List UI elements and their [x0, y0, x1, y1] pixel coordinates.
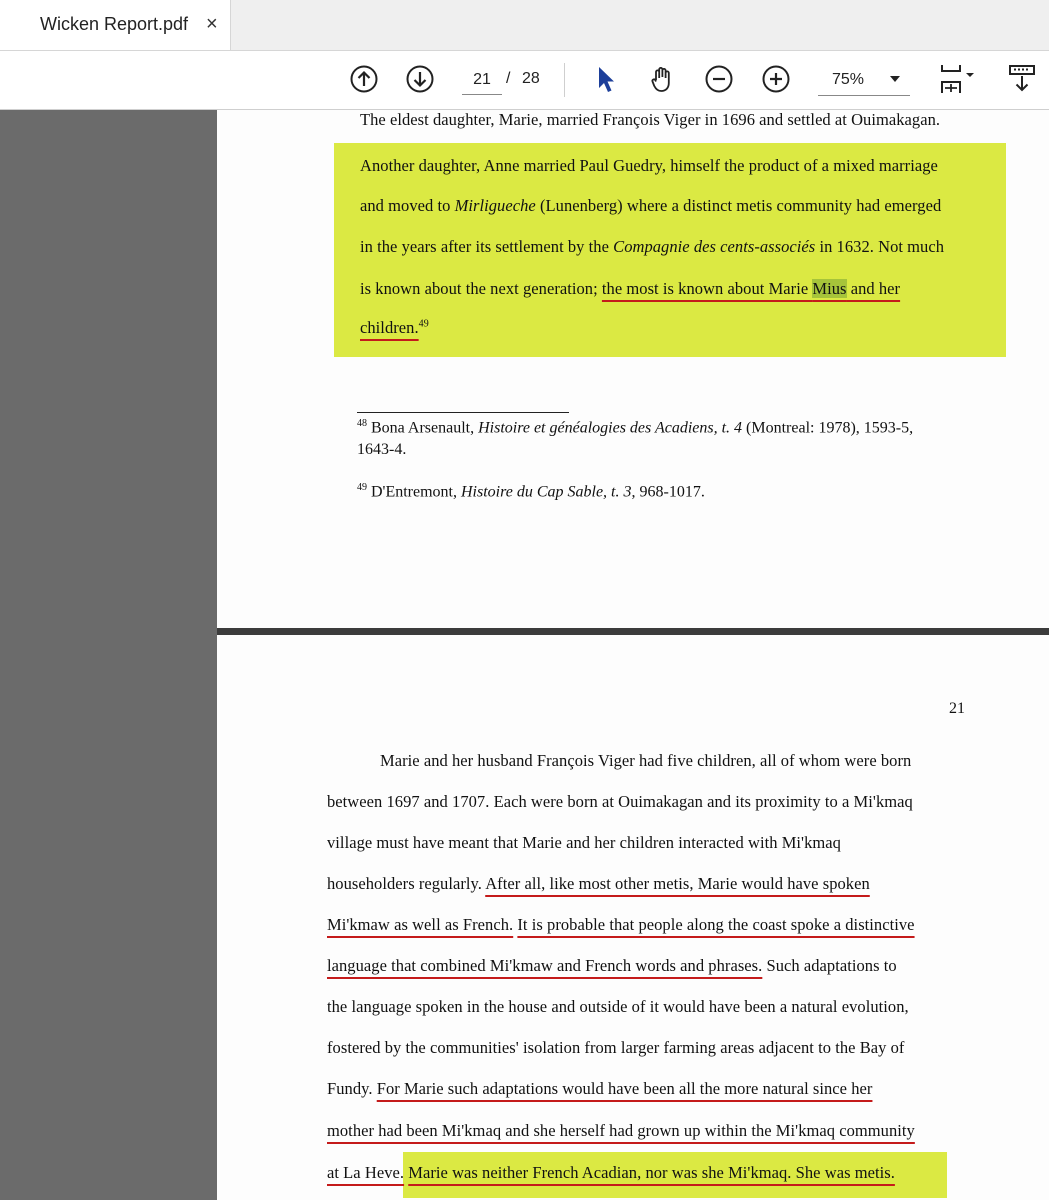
underline-annotation[interactable]: children.	[360, 318, 419, 337]
bleed-through-text	[227, 295, 231, 312]
tab-bar	[0, 0, 1049, 51]
footnote-rule	[357, 412, 569, 413]
text-line: Marie and her husband François Viger had five children, all of whom were born	[380, 751, 912, 770]
page-number-input[interactable]	[462, 66, 502, 95]
underline-annotation[interactable]: Marie was neither French Acadian, nor was she Mi'kmaq. She was metis.	[408, 1163, 895, 1182]
fit-page-icon	[936, 62, 980, 96]
hand-icon	[647, 64, 677, 94]
text-line: Another daughter, Anne married Paul Guedry, himself the product of a mixed marriage	[360, 156, 938, 175]
tab-wicken-report[interactable]	[0, 0, 231, 50]
underline-annotation[interactable]: Mi'kmaw as well as French.	[327, 915, 514, 934]
text-line: in the years after its settlement by the Compagnie des cents-associés in 1632. Not much	[360, 237, 945, 256]
text-line: householders regularly. After all, like most other metis, Marie would have spoken	[327, 874, 870, 893]
text-line: and moved to Mirligueche (Lunenberg) where a distinct metis community had emerged	[360, 196, 942, 215]
pdf-page-21	[217, 635, 1049, 1200]
zoom-out-button[interactable]	[701, 61, 737, 97]
fit-page-button[interactable]	[934, 61, 982, 97]
page-number: 21	[949, 700, 965, 717]
underline-annotation[interactable]: the most is known about Marie Mius and her	[601, 279, 901, 298]
close-icon[interactable]: ×	[206, 13, 218, 35]
pdf-toolbar	[0, 51, 1049, 110]
text-line: is known about the next generation; the most is known about Marie Mius and her	[360, 279, 901, 298]
text-line	[327, 915, 915, 935]
arrow-down-circle-icon	[405, 64, 435, 94]
underline-annotation[interactable]: mother had been Mi'kmaq and she herself had grown up within the Mi'kmaq community	[327, 1121, 915, 1140]
page-separator: /	[506, 70, 511, 87]
underline-annotation[interactable]: For Marie such adaptations would have been all the more natural since her	[376, 1079, 873, 1098]
next-page-button[interactable]	[402, 61, 438, 97]
text-line	[327, 1163, 895, 1183]
zoom-in-button[interactable]	[758, 61, 794, 97]
arrow-up-circle-icon	[349, 64, 379, 94]
underline-annotation[interactable]: It is probable that people along the coast spoke a distinctive	[517, 915, 915, 934]
pdf-page-20	[217, 110, 1049, 628]
page-separator-bar	[217, 628, 1049, 635]
download-button[interactable]	[1004, 61, 1040, 97]
text-line: Fundy. For Marie such adaptations would have been all the more natural since her	[327, 1079, 873, 1098]
text-line: The eldest daughter, Marie, married François Viger in 1696 and settled at Ouimakagan.	[360, 110, 941, 129]
zoom-in-icon	[761, 64, 791, 94]
total-pages: 28	[522, 70, 540, 87]
underline-annotation[interactable]: After all, like most other metis, Marie would have spoken	[485, 874, 870, 893]
text-line: the language spoken in the house and outside of it would have been a natural evolution,	[327, 997, 909, 1016]
document-viewer[interactable]	[0, 110, 1049, 1200]
underline-annotation[interactable]: at La Heve.	[327, 1163, 405, 1182]
zoom-select[interactable]	[818, 63, 910, 96]
text-line: language that combined Mi'kmaw and French words and phrases. Such adaptations to	[327, 956, 897, 975]
chevron-down-icon	[890, 76, 900, 82]
tab-title: Wicken Report.pdf	[40, 14, 189, 34]
zoom-value: 75%	[832, 71, 865, 88]
pointer-icon	[593, 64, 619, 94]
text-line: between 1697 and 1707. Each were born at Ouimakagan and its proximity to a Mi'kmaq	[327, 792, 913, 811]
footnote-49: $^{49}$ D'Entremont, Histoire du Cap Sable, t. 3, 968-1017.	[357, 482, 705, 501]
previous-page-button[interactable]	[346, 61, 382, 97]
zoom-out-icon	[704, 64, 734, 94]
toolbar-divider	[564, 63, 565, 97]
hand-tool-button[interactable]	[644, 61, 680, 97]
text-line	[327, 1121, 915, 1141]
underline-annotation[interactable]: language that combined Mi'kmaw and French words and phrases.	[327, 956, 763, 975]
download-icon	[1007, 63, 1037, 95]
select-tool-button[interactable]	[588, 61, 624, 97]
footnote-48-cont: 1643-4.	[357, 441, 407, 458]
text-line: village must have meant that Marie and her children interacted with Mi'kmaq	[327, 833, 841, 852]
text-line: fostered by the communities' isolation from larger farming areas adjacent to the Bay of	[327, 1038, 905, 1057]
text-line: children.$^{49}$	[360, 318, 429, 337]
footnote-48: $^{48}$ Bona Arsenault, Histoire et généalogies des Acadiens, t. 4 (Montreal: 1978), 1593-5,	[357, 418, 914, 437]
